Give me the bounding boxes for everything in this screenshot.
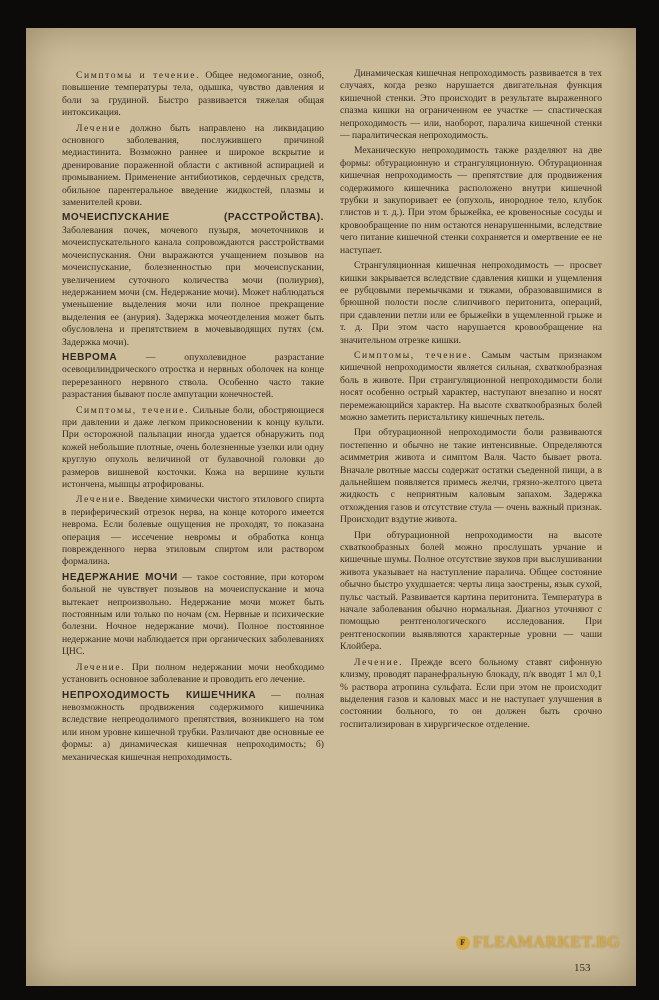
paragraph (62, 352, 324, 402)
entry-heading: НЕДЕРЖАНИЕ МОЧИ (62, 571, 178, 583)
paragraph (340, 145, 602, 257)
paragraph (62, 123, 324, 210)
paragraph-text: Заболевания почек, мочевого пузыря, мочеточников и мочеиспускательного канала сопровождаются расстройствами мочеиспускания. Они выражаются учащением позывов на мочеиспускание, болезненностью при мочеиспускании, увеличением суточного количества мочи (полиурия), недержанием мочи (см. Недержание мочи). Может наблюдаться уменьшение выделения мочи или полное прекращение выделения ее (анурия). Задержка мочеотделения может быть обусловлена и препятствием в мочевыводящих путях (см. Задержка мочи). (62, 224, 324, 348)
paragraph-text: Странгуляционная кишечная непроходимость — просвет кишки закрывается вследствие сдавления кишки и ущемления ее рубцовыми перемычками и тяжами, образовавшимися в брюшной полости после слипчивого перитонита, операций, при сдавлении петли или ее брыжейки в ущемленной грыже и т. д. При этом часто нарушается кровообращение на значительном отрезке кишки. (340, 260, 602, 346)
paragraph (62, 572, 324, 659)
book-page (26, 28, 636, 986)
paragraph-text: — опухолевидное разрастание осевоцилиндрического отростка и нервных оболочек на конце перерезанного нервного ствола. Особенно часто такие разрастания бывают после ампутации конечностей. (62, 351, 324, 401)
entry-heading: МОЧЕИСПУСКАНИЕ (РАССТРОЙСТВА). (62, 212, 324, 224)
paragraph-text: — такое состояние, при котором больной не чувствует позывов на мочеиспускание и моча вытекает непроизвольно. Недержание мочи может быть постоянным или только по ночам (см. Нервные и психические болезни. Ночное недержание мочи). Полное постоянное недержание мочи наблюдается при органических заболеваниях ЦНС. (62, 571, 325, 658)
left-column (62, 70, 324, 767)
paragraph (340, 68, 602, 142)
section-label: Симптомы, течение. (354, 349, 473, 361)
paragraph-text: При обтурационной непроходимости на высоте схваткообразных болей можно прослушать урчание и кишечные шумы. Полное отсутствие звуков при выслушивании живота указывает на наступление паралича. Общее состояние обычно быстро ухудшается: черты лица заострены, язык сухой, пульс частый. Развивается картина перитонита. Температура в начале заболевания обычно нормальная. Диагноз уточняют с помощью рентгенологического исследования. При рентгеноскопии выявляются характерные уровни — чаши Клойбера. (340, 529, 602, 653)
section-label: Симптомы и течение. (76, 70, 201, 81)
paragraph-text: должно быть направлено на ликвидацию основного заболевания, послужившего причиной медиастинита. Возможно раннее и широкое вскрытие и дренирование пораженной области с активной аспирацией и промыванием. Применение антибиотиков, сердечных средств, обильное парентеральное введение жидкостей, плазмы и заменителей крови. (62, 122, 324, 209)
watermark-badge-icon: F (456, 936, 470, 950)
paragraph-text: Динамическая кишечная непроходимость развивается в тех случаях, когда резко нарушается двигательная функция кишечной стенки. Это происходит в результате выраженного спазма кишки на ограниченном ее участке — спастическая непроходимость — или, наоборот, паралича кишечной стенки — паралитическая непроходимость. (340, 68, 602, 142)
watermark-text: FLEAMARKET.BG (473, 934, 621, 951)
paragraph (340, 530, 602, 654)
section-label: Лечение. (354, 656, 404, 668)
entry-heading: НЕВРОМА (62, 351, 118, 363)
paragraph-text: При обтурационной непроходимости боли развиваются постепенно и обычно не такие интенсивные. Определяются асимметрия живота и симптом Валя. Часто бывает рвота. Вначале рвотные массы содержат остатки съеденной пищи, а в дальнейшем появляется примесь желчи, грязно-желтого цвета жидкость с неприятным каловым запахом. Задержка отхождения газов и отсутствие стула — очень важный признак. Происходит вздутие живота. (340, 427, 602, 526)
paragraph (340, 427, 602, 526)
paragraph-text: Механическую непроходимость также разделяют на две формы: обтурационную и странгуляционную. Обтурационная кишечная непроходимость — препятствие для продвижения содержимого кишечника расположено внутри кишечной трубки и закупоривает ее (опухоль, инородное тело, клубок глистов и т. д.). При этом брыжейка, ее кровеносные сосуды и кровообращение по ним остаются ненарушенными, вследствие чего питание кишечной стенки сохраняется и омертвение ее не наступает. (340, 145, 602, 256)
paragraph (62, 212, 324, 348)
paragraph (62, 690, 324, 764)
section-label: Лечение. (76, 494, 126, 506)
section-label: Лечение. (76, 661, 126, 673)
paragraph (340, 657, 602, 731)
paragraph (340, 350, 602, 424)
paragraph-text: При полном недержании мочи необходимо установить основное заболевание и проводить его лечение. (62, 661, 324, 686)
entry-heading: НЕПРОХОДИМОСТЬ КИШЕЧНИКА (62, 689, 257, 701)
section-label: Симптомы, течение. (76, 404, 190, 416)
paragraph (62, 405, 324, 492)
right-column (340, 68, 602, 734)
paragraph-text: Прежде всего больному ставят сифонную клизму, проводят паранефральную блокаду, п/к вводят 1 мл 0,1 % раствора атропина сульфата. Если при этом не происходит выделения газов и каловых масс и не наступает улучшения в состоянии больного, то он должен быть срочно госпитализирован в хирургическое отделение. (340, 656, 602, 730)
paragraph-text: Самым частым признаком кишечной непроходимости является сильная, схваткообразная боль в животе. При странгуляционной непроходимости боли носят особенно острый характер, наступают внезапно и носят перемежающийся характер. На высоте схваткообразных болей можно заметить перистальтику кишечных петель. (340, 349, 602, 423)
paragraph-text: Введение химически чистого этилового спирта в периферический отрезок нерва, на конце которого имеется неврома. Если болевые ощущения не проходят, то показана операция — иссечение невромы и обработка конца поврежденного нерва этиловым спиртом или раствором формалина. (62, 494, 324, 568)
paragraph-text: Общее недомогание, озноб, повышение температуры тела, одышка, чувство давления и боли за грудиной. Быстро развивается тяжелая общая интоксикация. (62, 70, 324, 119)
paragraph (340, 260, 602, 347)
section-label: Лечение (76, 122, 122, 134)
page-number: 153 (574, 962, 591, 974)
paragraph (62, 70, 324, 120)
paragraph (62, 662, 324, 687)
paragraph-text: Сильные боли, обостряющиеся при давлении и даже легком прикосновении к концу культи. При осторожной пальпации иногда удается обнаружить под кожей небольшие плотные, очень болезненные узелки или одну круглую опухоль величиной от булавочной головки до размеров вишневой косточки. Кожа на вершине культи истончена, мышцы атрофированы. (62, 404, 324, 490)
watermark-logo (456, 934, 620, 952)
paragraph (62, 494, 324, 568)
paragraph-text: — полная невозможность продвижения содержимого кишечника вследствие непреодолимого препятствия, возникшего на том или ином уровне кишечной трубки. Различают две основные ее формы: а) динамическая кишечная непроходимость; б) механическая кишечная непроходимость. (62, 689, 324, 763)
